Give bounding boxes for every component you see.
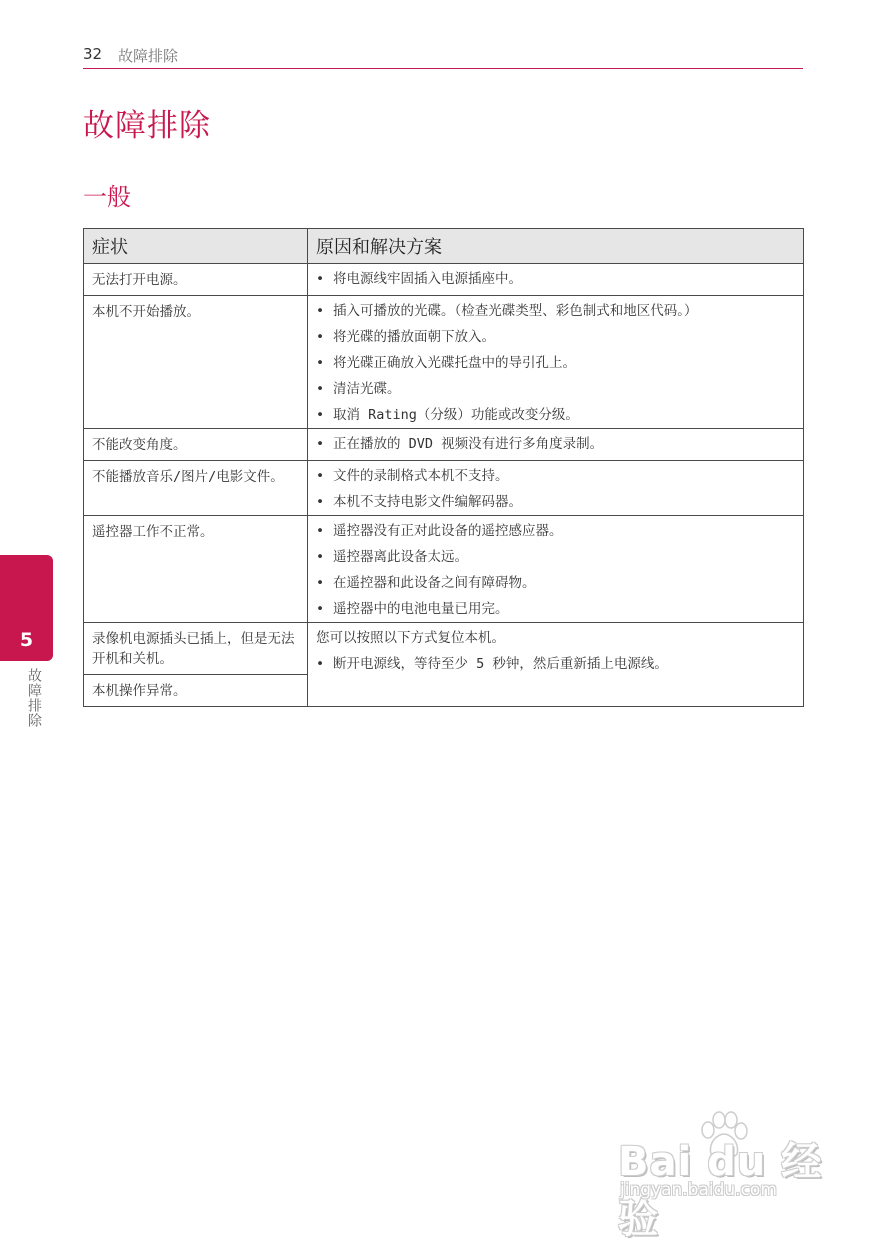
chapter-number: 5 [19,629,34,651]
cause-cell-shared [308,623,804,707]
cause-item: • 在遥控器和此设备之间有障碍物。 [316,573,795,593]
cause-item: • 清洁光碟。 [316,379,795,399]
table-header-row [84,229,804,264]
page-title: 故障排除 [83,108,211,144]
solution-intro: 您可以按照以下方式复位本机。 [316,630,505,646]
cause-item: • 取消 Rating（分级）功能或改变分级。 [316,405,795,425]
troubleshooting-table [83,228,804,707]
cause-cell [308,296,804,429]
watermark-url: jingyan.baidu.com [620,1180,777,1200]
cause-item: • 正在播放的 DVD 视频没有进行多角度录制。 [316,434,795,454]
cause-cell [308,461,804,516]
section-subtitle: 一般 [83,183,131,211]
cause-item: • 将电源线牢固插入电源插座中。 [316,269,795,289]
cause-cell [308,429,804,461]
page-header [83,42,803,69]
cause-cell [308,516,804,623]
column-header-cause: 原因和解决方案 [308,229,804,264]
cause-cell [308,264,804,296]
column-header-symptom: 症状 [84,229,308,264]
symptom-cell: 录像机电源插头已插上，但是无法开机和关机。 [84,623,308,675]
cause-item: • 遥控器没有正对此设备的遥控感应器。 [316,521,795,541]
symptom-cell: 不能播放音乐/图片/电影文件。 [84,461,308,516]
page-number: 32 [83,45,103,63]
cause-item: • 插入可播放的光碟。（检查光碟类型、彩色制式和地区代码。） [316,301,795,321]
table-row [84,623,804,675]
chapter-label: 故障排除 [26,668,42,728]
cause-item: • 断开电源线，等待至少 5 秒钟，然后重新插上电源线。 [316,654,795,674]
symptom-cell: 不能改变角度。 [84,429,308,461]
cause-item: • 将光碟正确放入光碟托盘中的导引孔上。 [316,353,795,373]
watermark-logo-text: Bai du 经验 [618,1139,823,1242]
table-row [84,461,804,516]
cause-item: • 遥控器中的电池电量已用完。 [316,599,795,619]
symptom-cell: 无法打开电源。 [84,264,308,296]
cause-item: • 将光碟的播放面朝下放入。 [316,327,795,347]
symptom-cell: 本机操作异常。 [84,675,308,707]
cause-item: • 遥控器离此设备太远。 [316,547,795,567]
cause-item: • 文件的录制格式本机不支持。 [316,466,795,486]
table-row [84,429,804,461]
table-row [84,516,804,623]
symptom-cell: 遥控器工作不正常。 [84,516,308,623]
table-row [84,296,804,429]
chapter-tab [0,555,53,661]
symptom-cell: 本机不开始播放。 [84,296,308,429]
header-section-title: 故障排除 [118,47,179,65]
table-row [84,264,804,296]
cause-item: • 本机不支持电影文件编解码器。 [316,492,795,512]
baidu-watermark [618,1110,828,1242]
